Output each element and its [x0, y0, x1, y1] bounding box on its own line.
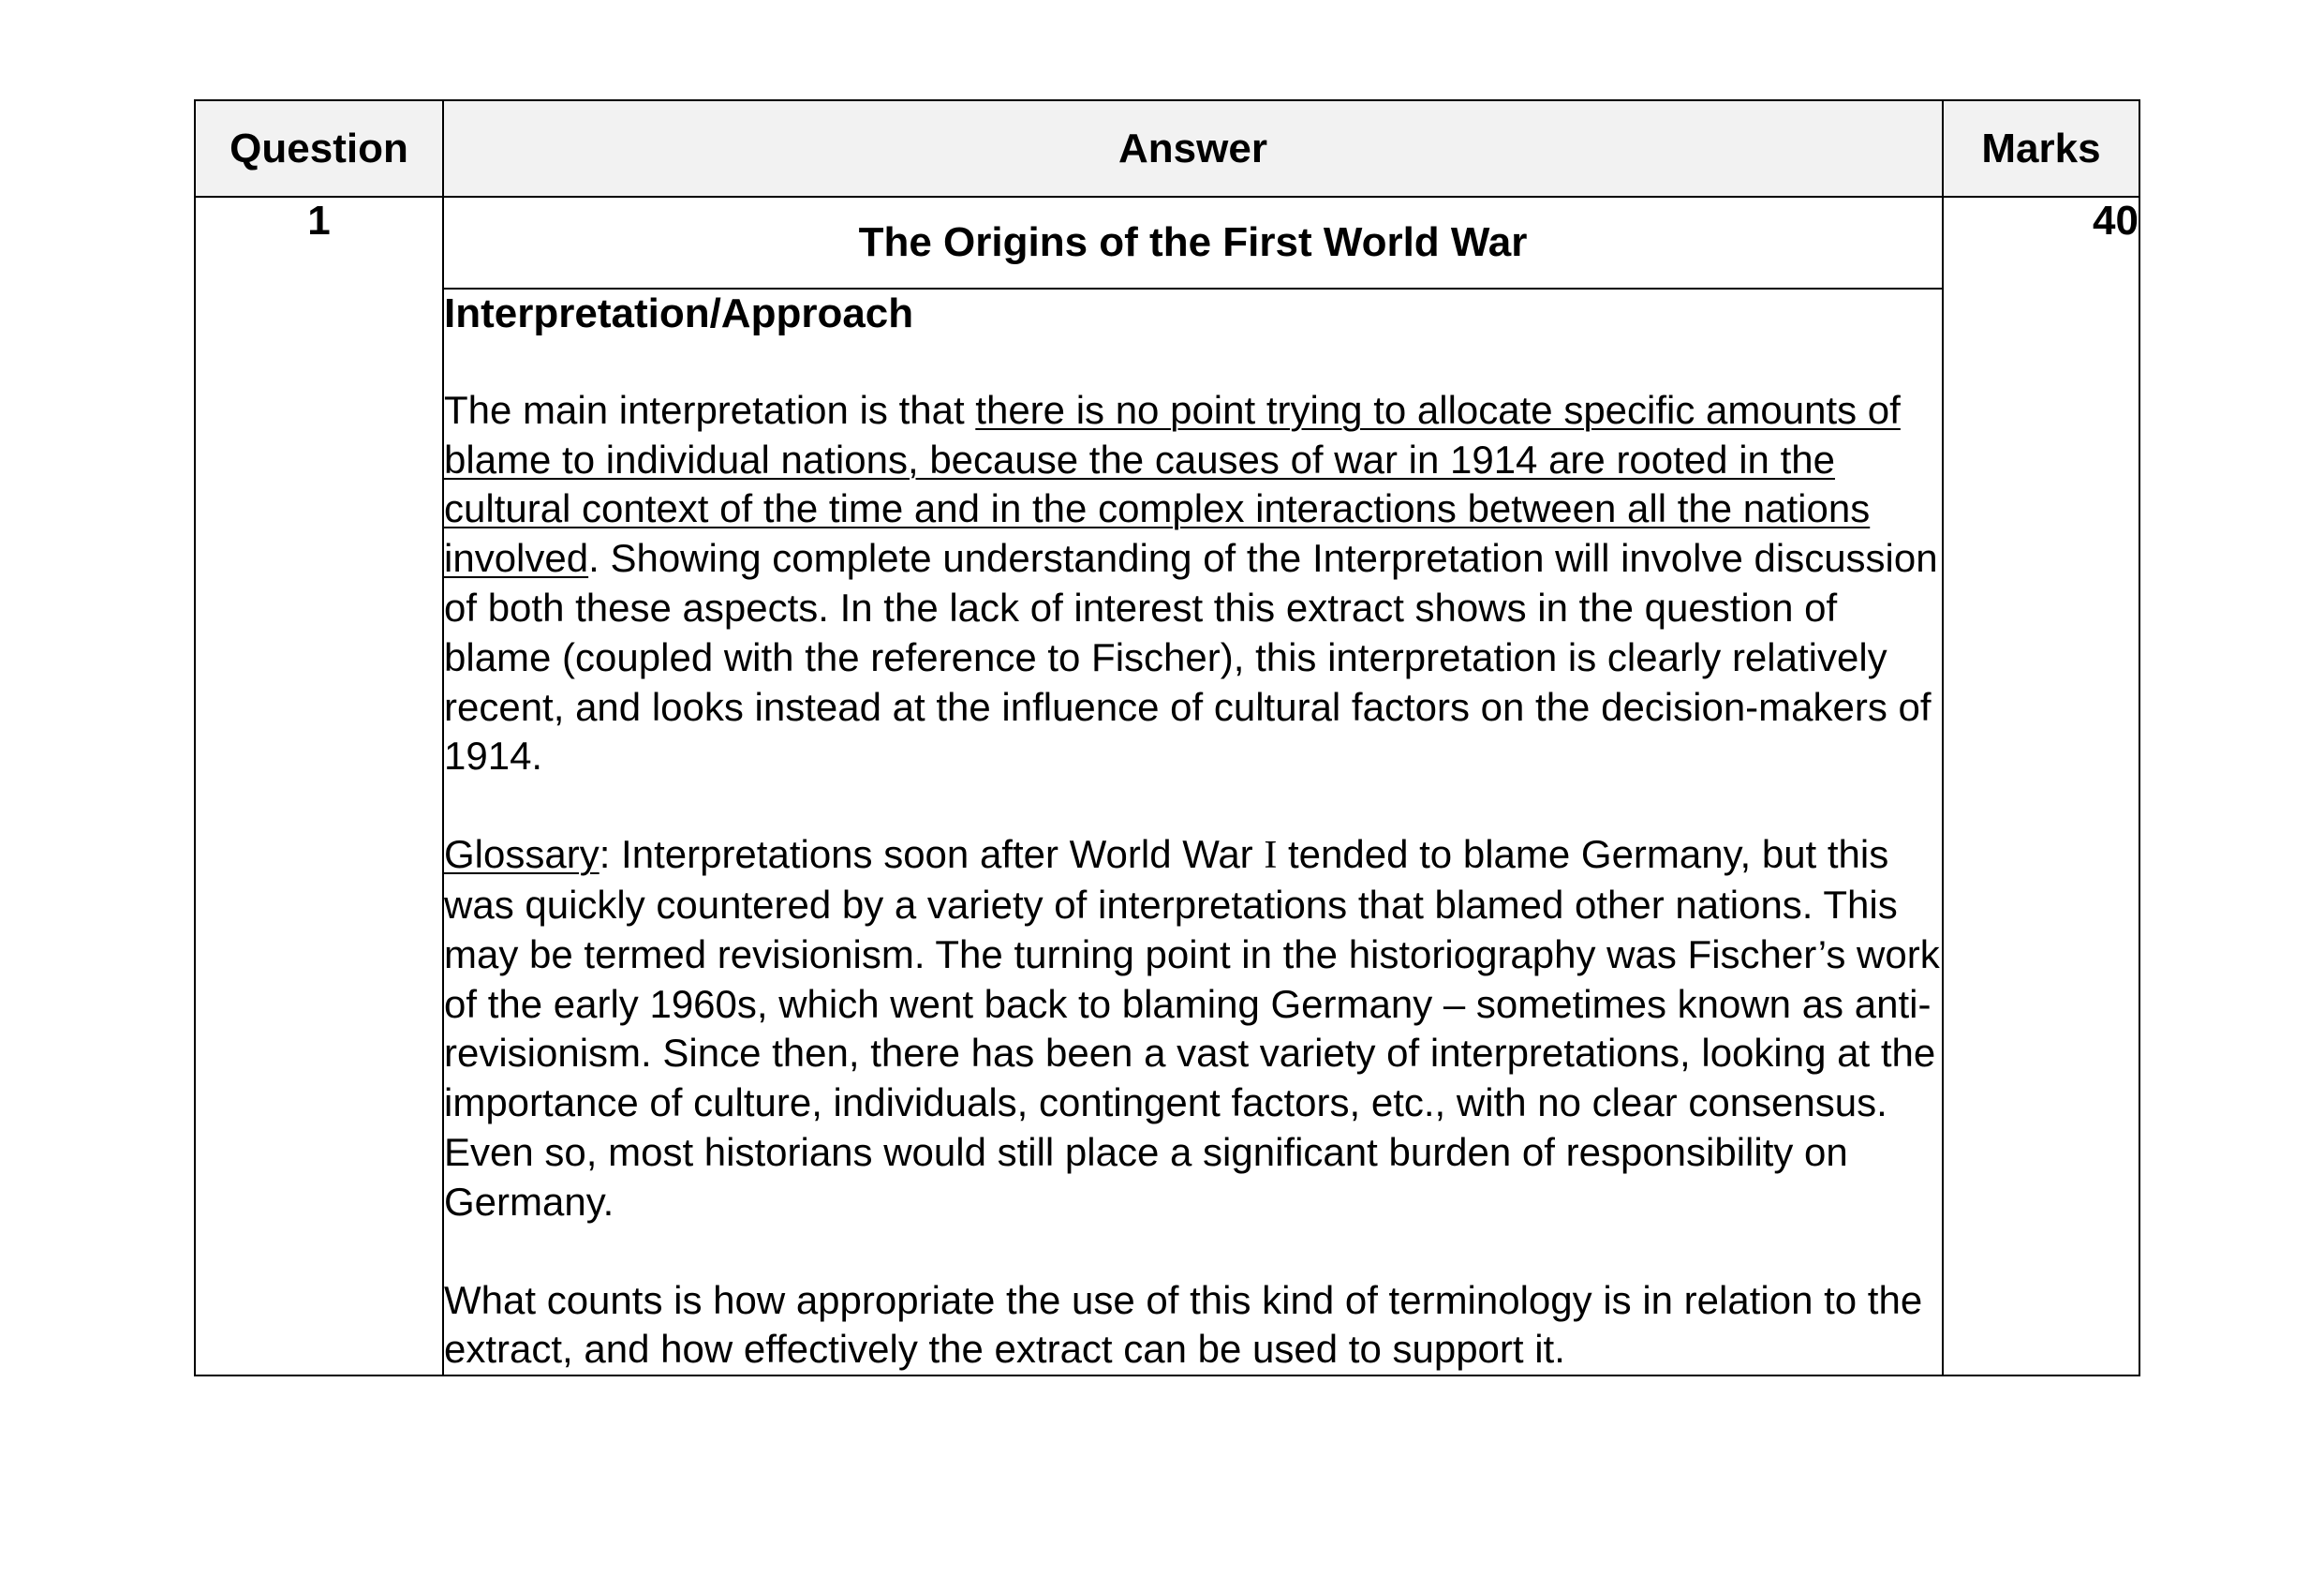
question-number: 1: [195, 197, 443, 1375]
marks-value: 40: [1943, 197, 2139, 1375]
answer-header: Answer: [443, 100, 1943, 197]
glossary-lead: : Interpretations soon after World War: [599, 832, 1265, 877]
table-row-body: [195, 289, 2139, 1375]
table-row: [195, 197, 2139, 289]
question-header: Question: [195, 100, 443, 197]
header-row: [195, 100, 2139, 197]
interpretation-lead: The main interpretation is that: [444, 387, 976, 432]
interpretation-paragraph: [444, 386, 1942, 781]
mark-scheme-table: [194, 99, 2140, 1376]
section-heading: Interpretation/Approach: [444, 290, 914, 336]
glossary-rest: tended to blame Germany, but this was quickly countered by a variety of interpretations that blamed other nations. This may be termed revisionism. The turning point in the historiography was Fischer’s work of the early 1960s, which went back to blaming Germany – sometimes known as anti-revisionism. Since then, there has been a vast variety of interpretations, looking at the importance of culture, individuals, contingent factors, etc., with no clear consensus. Even so, most historians would still place a significant burden of responsibility on Germany.: [444, 832, 1940, 1224]
glossary-numeral: I: [1264, 834, 1278, 878]
terminology-paragraph: What counts is how appropriate the use of this kind of terminology is in relation to the extract, and how effectively the extract can be used to support it.: [444, 1277, 1923, 1372]
interpretation-underlined: there is no point trying to allocate specific amounts of blame to individual nations, because the causes of war in 1914 are rooted in the cultural context of the time and in the complex interactions between all the nations involved: [444, 387, 1901, 581]
glossary-label: Glossary: [444, 832, 600, 877]
glossary-paragraph: [444, 830, 1942, 1227]
question-title: The Origins of the First World War: [443, 197, 1943, 289]
answer-body: [443, 289, 1943, 1375]
interpretation-rest: . Showing complete understanding of the Interpretation will involve discussion of both these aspects. In the lack of interest this extract shows in the question of blame (coupled with the reference to Fischer), this interpretation is clearly relatively recent, and looks instead at the influence of cultural factors on the decision-makers of 1914.: [444, 536, 1938, 779]
marks-header: Marks: [1943, 100, 2139, 197]
